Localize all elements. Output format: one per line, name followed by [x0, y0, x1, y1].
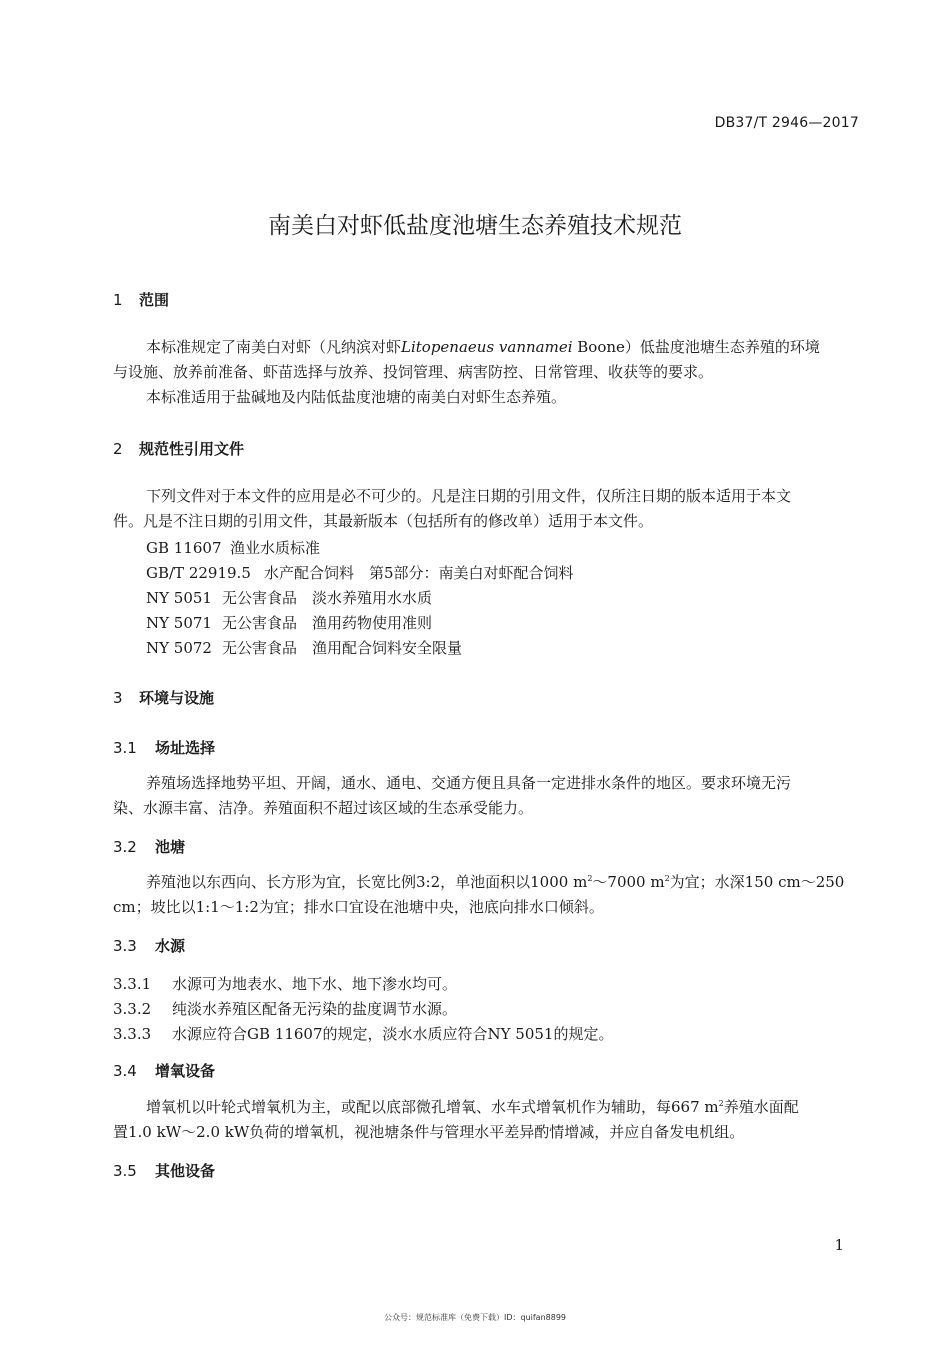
subsection-title: 池塘: [155, 838, 186, 856]
clause-number: 3.3.2: [113, 1000, 152, 1018]
section-title: 规范性引用文件: [139, 440, 245, 458]
subsection-number: 3.1: [113, 739, 137, 757]
paragraph-line: 置1.0 kW～2.0 kW负荷的增氧机，视池塘条件与管理水平差异酌情增减，并应自备发电机组。: [113, 1123, 745, 1141]
paragraph-line: [113, 335, 820, 360]
text-run: 养殖池以东西向、长方形为宜，长宽比例3:2，单池面积以1000 m: [146, 873, 588, 891]
clause-text: 水源可为地表水、地下水、地下渗水均可。: [172, 975, 458, 993]
paragraph-line: [113, 1095, 799, 1120]
subsection-number: 3.2: [113, 838, 137, 856]
reference-code: NY 5072: [146, 639, 212, 657]
text-run: 本标准规定了南美白对虾（凡纳滨对虾: [146, 338, 402, 356]
subsection-3-2-heading: [113, 836, 185, 857]
section-number: 3: [113, 689, 123, 707]
reference-title: 水产配合饲料 第5部分：南美白对虾配合饲料: [264, 564, 574, 582]
subsection-3-2-paragraph: [113, 870, 844, 920]
superscript: 2: [718, 1099, 724, 1108]
section-3-heading: [113, 687, 214, 708]
section-1-heading: [113, 289, 169, 310]
subsection-3-1-heading: [113, 737, 215, 758]
paragraph-line: 件。凡是不注日期的引用文件，其最新版本（包括所有的修改单）适用于本文件。: [113, 512, 654, 530]
subsection-number: 3.3: [113, 937, 137, 955]
paragraph-line: 下列文件对于本文件的应用是必不可少的。凡是注日期的引用文件，仅所注日期的版本适用于本文: [146, 487, 792, 505]
reference-code: GB 11607: [146, 539, 222, 557]
text-run: 为宜；水深150 cm～250: [669, 873, 845, 891]
reference-item: [146, 537, 320, 558]
reference-item: [146, 587, 432, 608]
section-2-heading: [113, 438, 244, 459]
text-run: Boone）低盐度池塘生态养殖的环境: [572, 338, 820, 356]
subsection-title: 增氧设备: [155, 1062, 216, 1080]
reference-title: 无公害食品 渔用配合饲料安全限量: [222, 639, 463, 657]
clause-number: 3.3.3: [113, 1025, 152, 1043]
reference-item: [146, 562, 574, 583]
reference-code: NY 5071: [146, 614, 212, 632]
subsection-3-3-heading: [113, 935, 185, 956]
footer-watermark: 公众号：规范标准库（免费下载）ID：quifan8899: [383, 1313, 567, 1322]
subsection-number: 3.5: [113, 1162, 137, 1180]
subsection-title: 水源: [155, 937, 186, 955]
reference-title: 无公害食品 淡水养殖用水水质: [222, 589, 433, 607]
subsection-title: 场址选择: [155, 739, 216, 757]
subsection-number: 3.4: [113, 1062, 137, 1080]
section-1-paragraph-2: 本标准适用于盐碱地及内陆低盐度池塘的南美白对虾生态养殖。: [146, 388, 567, 406]
clause-item: [113, 998, 457, 1019]
subsection-title: 其他设备: [155, 1162, 216, 1180]
paragraph-line: cm；坡比以1:1～1:2为宜；排水口宜设在池塘中央，池底向排水口倾斜。: [113, 898, 604, 916]
clause-number: 3.3.1: [113, 975, 152, 993]
latin-name: Litopenaeus vannamei: [401, 338, 573, 356]
section-title: 范围: [139, 291, 170, 309]
reference-title: 无公害食品 渔用药物使用准则: [222, 614, 433, 632]
subsection-3-5-heading: [113, 1160, 215, 1181]
clause-text: 纯淡水养殖区配备无污染的盐度调节水源。: [172, 1000, 458, 1018]
paragraph-line: 养殖场选择地势平坦、开阔，通水、通电、交通方便且具备一定进排水条件的地区。要求环境无污: [146, 774, 792, 792]
superscript: 2: [664, 874, 670, 883]
paragraph-line: 与设施、放养前准备、虾苗选择与放养、投饲管理、病害防控、日常管理、收获等的要求。: [113, 363, 714, 381]
reference-item: [146, 637, 462, 658]
reference-code: NY 5051: [146, 589, 212, 607]
clause-item: [113, 1023, 613, 1044]
text-run: ～7000 m: [592, 873, 665, 891]
clause-text: 水源应符合GB 11607的规定，淡水水质应符合NY 5051的规定。: [172, 1025, 614, 1043]
section-number: 2: [113, 440, 123, 458]
paragraph-line: [113, 870, 844, 895]
section-title: 环境与设施: [139, 689, 215, 707]
page-number: 1: [834, 1236, 844, 1254]
subsection-3-4-heading: [113, 1060, 215, 1081]
text-run: 增氧机以叶轮式增氧机为主，或配以底部微孔增氧、水车式增氧机作为辅助，每667 m: [146, 1098, 719, 1116]
clause-item: [113, 973, 457, 994]
section-2-paragraph: [113, 484, 791, 534]
text-run: 养殖水面配: [723, 1098, 799, 1116]
section-number: 1: [113, 291, 123, 309]
reference-title: 渔业水质标准: [230, 539, 321, 557]
paragraph-line: 染、水源丰富、洁净。养殖面积不超过该区域的生态承受能力。: [113, 799, 534, 817]
subsection-3-1-paragraph: [113, 771, 791, 821]
superscript: 2: [587, 874, 593, 883]
reference-item: [146, 612, 432, 633]
reference-code: GB/T 22919.5: [146, 564, 251, 582]
standard-code: DB37/T 2946—2017: [714, 115, 859, 131]
subsection-3-4-paragraph: [113, 1095, 799, 1145]
document-title: 南美白对虾低盐度池塘生态养殖技术规范: [268, 213, 682, 239]
section-1-paragraph-1: [113, 335, 820, 385]
